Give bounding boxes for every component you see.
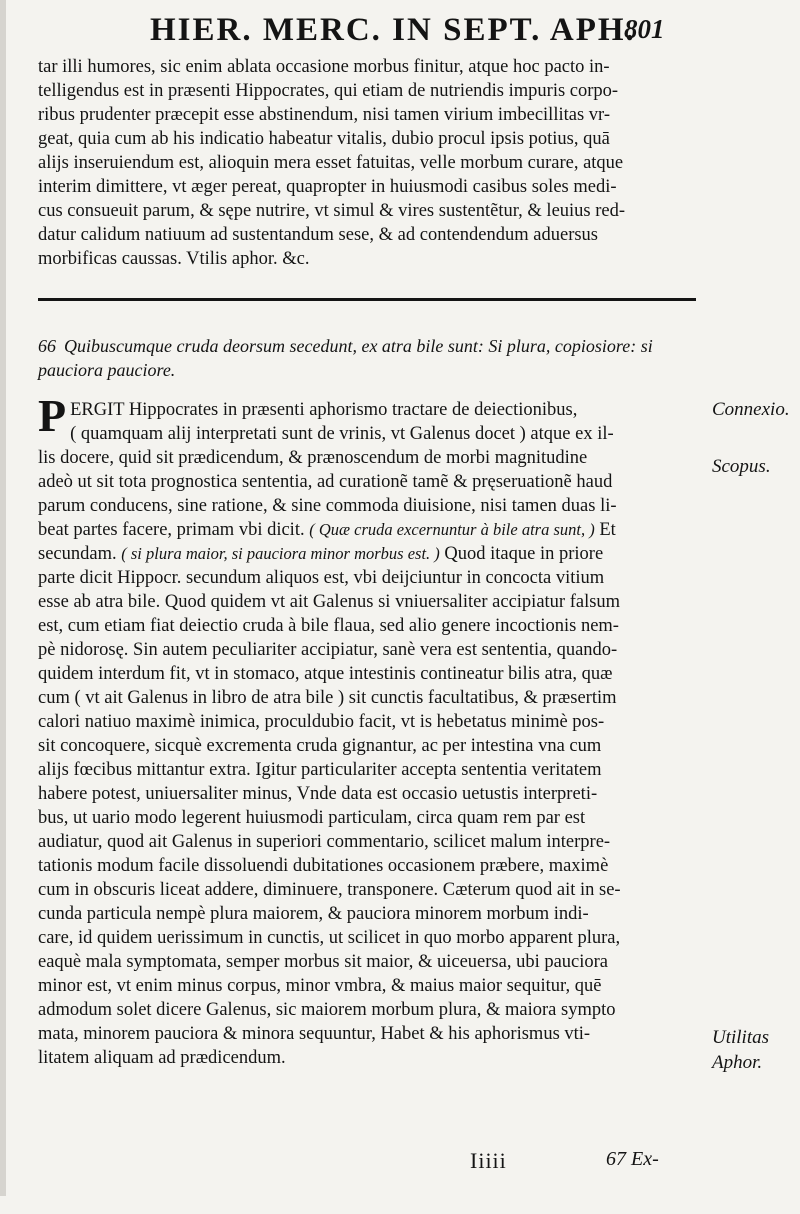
text-line: cum in obscuris liceat addere, diminuere, transponere. Cæterum quod ait in se- [38, 880, 621, 900]
text-line: tationis modum facile dissoluendi dubitationes occasionem præbere, maximè [38, 856, 609, 876]
text-line: geat, quia cum ab his indicatio habeatur vitalis, dubio procul ipsis potius, quā [38, 129, 610, 149]
text-line: ( quamquam alij interpretati sunt de vrinis, vt Galenus docet ) atque ex il- [70, 424, 614, 444]
text-line: datur calidum natiuum ad sustentandum sese, & ad contendendum aduersus [38, 225, 599, 245]
text-line [38, 1094, 700, 1118]
quoted-phrase: ( Quæ cruda excernuntur à bile atra sunt, ) [309, 520, 595, 539]
line-text: Quod itaque in priore [439, 544, 604, 564]
text-line: est, cum etiam fiat deiectio cruda à bile flaua, sed alio genere incoctionis nem- [38, 616, 619, 636]
text-line: audiatur, quod ait Galenus in superiori commentario, scilicet malum interpre- [38, 832, 611, 852]
text-line: admodum solet dicere Galenus, sic maiorem morbum plura, & maiora sympto [38, 1000, 616, 1020]
top-paragraph [38, 55, 700, 271]
line-text: beat partes facere, primam vbi dicit. [38, 520, 305, 540]
line-text: secundam. [38, 544, 117, 564]
text-line: quidem interdum fit, vt in stomaco, atque intestinis contineatur bilis atra, quæ [38, 664, 613, 684]
running-header: HIER. MERC. IN SEPT. APH. [150, 12, 636, 48]
quoted-phrase: ( si plura maior, si pauciora minor morbus est. ) [121, 544, 440, 563]
text-line: morbificas caussas. Vtilis aphor. &c. [38, 249, 310, 269]
text-line: bus, ut uario modo legerent huiusmodi particulam, circa quam rem par est [38, 808, 586, 828]
first-word: ERGIT [70, 400, 125, 420]
drop-capital: P [38, 390, 67, 441]
scan-edge [0, 0, 6, 1196]
text-line: cus consueuit parum, & sępe nutrire, vt simul & vires sustentẽtur, & leuius red- [38, 201, 626, 221]
text-line [38, 1190, 700, 1214]
signature-mark: Iiiii [470, 1148, 507, 1173]
text-line: cunda particula nempè plura maiorem, & pauciora minorem morbum indi- [38, 904, 589, 924]
aphorism-line [38, 334, 700, 358]
text-line: eaquè mala symptomata, semper morbus sit maior, & uiceuersa, ubi pauciora [38, 952, 609, 972]
catchword: 67 Ex- [606, 1148, 659, 1170]
text-line: interim dimittere, vt æger pereat, quapropter in huiusmodi casibus soles medi- [38, 177, 617, 197]
text-line: habere potest, uniuersaliter minus, Vnde data est occasio uetustis interpreti- [38, 784, 598, 804]
text-line: lis docere, quid sit prædicendum, & prænoscendum de morbi magnitudine [38, 448, 588, 468]
text-line [38, 1118, 700, 1142]
text-line: parum conducens, sine ratione, & sine commoda diuisione, nisi tamen duas li- [38, 496, 617, 516]
aphorism-number: 66 [38, 336, 56, 356]
text-line: ribus prudenter præcepit esse abstinendum, nisi tamen virium imbecillitas vr- [38, 105, 610, 125]
margin-note-aphor: Aphor. [712, 1052, 763, 1073]
margin-note-utilitas: Utilitas [712, 1027, 770, 1048]
aphorism-text: Quibuscumque cruda deorsum secedunt, ex atra bile sunt: Si plura, copiosiore: si [64, 336, 653, 356]
text-line: adeò ut sit tota prognostica sententia, ad curationẽ tamẽ & pręseruationẽ haud [38, 472, 613, 492]
text-line: esse ab atra bile. Quod quidem vt ait Galenus si vniuersaliter accipiatur falsum [38, 592, 621, 612]
text-line: cum ( vt ait Galenus in libro de atra bile ) sit cunctis facultatibus, & præsertim [38, 688, 617, 708]
text-line [38, 518, 700, 542]
section-divider [38, 298, 696, 301]
margin-note-scopus: Scopus. [712, 456, 771, 477]
commentary [38, 390, 700, 1214]
text-line: pè nidorosę. Sin autem peculiariter accipiatur, sanè vera est sententia, quando- [38, 640, 618, 660]
text-line: care, id quidem uerissimum in cunctis, ut scilicet in quo morbo apparent plura, [38, 928, 621, 948]
text-line [38, 1166, 700, 1190]
line-text: Hippocrates in præsenti aphorismo tractare de deiectionibus, [124, 400, 578, 420]
text-line: parte dicit Hippocr. secundum aliquos est, vbi deijciuntur in concocta vitium [38, 568, 605, 588]
text-line: alijs inseruiendum est, alioquin mera esset fatuitas, velle morbum curare, atque [38, 153, 624, 173]
line-text: Et [594, 520, 616, 540]
text-line: litatem aliquam ad prædicendum. [38, 1048, 286, 1068]
aphorism-statement [38, 334, 700, 382]
text-line: sit concoquere, sicquè excrementa cruda gignantur, ac per intestina vna cum [38, 736, 602, 756]
text-line: minor est, vt enim minus corpus, minor vmbra, & maius maior sequitur, quē [38, 976, 602, 996]
page-number: 801 [624, 14, 665, 44]
text-line: tar illi humores, sic enim ablata occasione morbus finitur, atque hoc pacto in- [38, 57, 610, 77]
text-line: calori natiuo maximè inimica, proculdubio facit, vt is hebetatus minimè pos- [38, 712, 605, 732]
text-line [38, 542, 700, 566]
text-line: mata, minorem pauciora & minora sequuntur, Habet & his aphorismus vti- [38, 1024, 591, 1044]
margin-note-connexio: Connexio. [712, 399, 790, 420]
text-line: alijs fœcibus mittantur extra. Igitur particulariter accepta sententia veritatem [38, 760, 602, 780]
text-line: telligendus est in præsenti Hippocrates, qui etiam de nutriendis impuris corpo- [38, 81, 619, 101]
text-line [38, 1142, 700, 1166]
aphorism-line: pauciora pauciore. [38, 360, 176, 380]
text-line [38, 1070, 700, 1094]
